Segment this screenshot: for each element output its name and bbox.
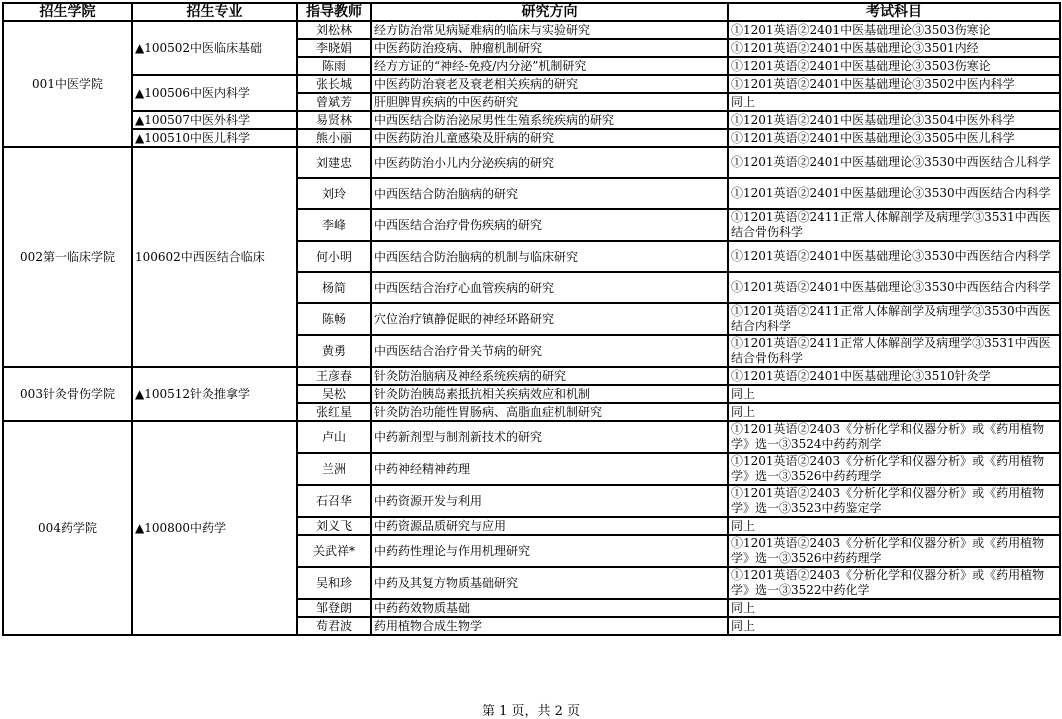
exam-cell: 同上 — [728, 403, 1060, 421]
exam-cell: ①1201英语②2401中医基础理论③3530中西医结合内科学 — [728, 178, 1060, 209]
exam-cell: ①1201英语②2401中医基础理论③3501内经 — [728, 39, 1060, 57]
exam-cell: ①1201英语②2401中医基础理论③3510针灸学 — [728, 367, 1060, 385]
direction-cell: 经方防治常见病疑难病的临床与实验研究 — [371, 21, 728, 39]
teacher-cell: 卢山 — [297, 421, 371, 453]
exam-cell: ①1201英语②2403《分析化学和仪器分析》或《药用植物学》选一③3523中药鉴定学 — [728, 485, 1060, 517]
teacher-cell: 易贤林 — [297, 111, 371, 129]
direction-cell: 中药药性理论与作用机理研究 — [371, 535, 728, 567]
teacher-cell: 熊小丽 — [297, 129, 371, 147]
college-cell: 001中医学院 — [3, 21, 132, 147]
teacher-cell: 李晓娟 — [297, 39, 371, 57]
teacher-cell: 张红星 — [297, 403, 371, 421]
exam-cell: ①1201英语②2401中医基础理论③3503伤寒论 — [728, 57, 1060, 75]
major-cell: ▲100512针灸推拿学 — [132, 367, 297, 421]
exam-cell: 同上 — [728, 93, 1060, 111]
teacher-cell: 吴松 — [297, 385, 371, 403]
teacher-cell: 杨简 — [297, 272, 371, 303]
exam-cell: ①1201英语②2401中医基础理论③3502中医内科学 — [728, 75, 1060, 93]
direction-cell: 中西医结合防治脑病的机制与临床研究 — [371, 241, 728, 272]
table-row — [3, 129, 1060, 147]
direction-cell: 中药药效物质基础 — [371, 599, 728, 617]
table-row — [3, 75, 1060, 93]
table-row — [3, 421, 1060, 453]
exam-cell: 同上 — [728, 599, 1060, 617]
exam-cell: ①1201英语②2403《分析化学和仪器分析》或《药用植物学》选一③3524中药药剂学 — [728, 421, 1060, 453]
direction-cell: 中药资源开发与利用 — [371, 485, 728, 517]
direction-cell: 中西医结合治疗骨伤疾病的研究 — [371, 209, 728, 241]
teacher-cell: 刘建忠 — [297, 147, 371, 178]
page-footer: 第 1 页，共 2 页 — [481, 704, 581, 719]
direction-cell: 药用植物合成生物学 — [371, 617, 728, 635]
major-cell: ▲100507中医外科学 — [132, 111, 297, 129]
teacher-cell: 张长城 — [297, 75, 371, 93]
exam-cell: ①1201英语②2403《分析化学和仪器分析》或《药用植物学》选一③3522中药化学 — [728, 567, 1060, 599]
direction-cell: 针灸防治胰岛素抵抗相关疾病效应和机制 — [371, 385, 728, 403]
exam-cell: ①1201英语②2401中医基础理论③3503伤寒论 — [728, 21, 1060, 39]
table-row — [3, 111, 1060, 129]
direction-cell: 中药资源品质研究与应用 — [371, 517, 728, 535]
direction-cell: 中西医结合防治泌尿男性生殖系统疾病的研究 — [371, 111, 728, 129]
teacher-cell: 刘松林 — [297, 21, 371, 39]
exam-cell: 同上 — [728, 517, 1060, 535]
direction-cell: 肝胆脾胃疾病的中医药研究 — [371, 93, 728, 111]
direction-cell: 针灸防治功能性胃肠病、高脂血症机制研究 — [371, 403, 728, 421]
exam-cell: ①1201英语②2401中医基础理论③3530中西医结合内科学 — [728, 241, 1060, 272]
teacher-cell: 何小明 — [297, 241, 371, 272]
direction-cell: 针灸防治脑病及神经系统疾病的研究 — [371, 367, 728, 385]
teacher-cell: 陈雨 — [297, 57, 371, 75]
exam-cell: ①1201英语②2403《分析化学和仪器分析》或《药用植物学》选一③3526中药药理学 — [728, 453, 1060, 485]
exam-cell: 同上 — [728, 617, 1060, 635]
direction-cell: 中西医结合治疗心血管疾病的研究 — [371, 272, 728, 303]
major-cell: ▲100506中医内科学 — [132, 75, 297, 111]
teacher-cell: 关武祥* — [297, 535, 371, 567]
header-teacher: 指导教师 — [297, 3, 371, 21]
header-college: 招生学院 — [3, 3, 132, 21]
teacher-cell: 邹登朗 — [297, 599, 371, 617]
direction-cell: 中医药防治小儿内分泌疾病的研究 — [371, 147, 728, 178]
major-cell: ▲100510中医儿科学 — [132, 129, 297, 147]
teacher-cell: 苟君波 — [297, 617, 371, 635]
enrollment-table — [2, 2, 1061, 636]
direction-cell: 中药新剂型与制剂新技术的研究 — [371, 421, 728, 453]
college-cell: 002第一临床学院 — [3, 147, 132, 367]
header-direction: 研究方向 — [371, 3, 728, 21]
exam-cell: ①1201英语②2401中医基础理论③3505中医儿科学 — [728, 129, 1060, 147]
table-row — [3, 147, 1060, 178]
major-cell: ▲100502中医临床基础 — [132, 21, 297, 75]
direction-cell: 中医药防治儿童感染及肝病的研究 — [371, 129, 728, 147]
teacher-cell: 曾斌芳 — [297, 93, 371, 111]
direction-cell: 中药神经精神药理 — [371, 453, 728, 485]
teacher-cell: 刘义飞 — [297, 517, 371, 535]
college-cell: 004药学院 — [3, 421, 132, 635]
major-cell: ▲100800中药学 — [132, 421, 297, 635]
direction-cell: 经方方证的“神经-免疫/内分泌”机制研究 — [371, 57, 728, 75]
exam-cell: ①1201英语②2403《分析化学和仪器分析》或《药用植物学》选一③3526中药药理学 — [728, 535, 1060, 567]
exam-cell: 同上 — [728, 385, 1060, 403]
teacher-cell: 刘玲 — [297, 178, 371, 209]
teacher-cell: 兰洲 — [297, 453, 371, 485]
major-cell: 100602中西医结合临床 — [132, 147, 297, 367]
direction-cell: 中西医结合防治脑病的研究 — [371, 178, 728, 209]
exam-cell: ①1201英语②2401中医基础理论③3530中西医结合儿科学 — [728, 147, 1060, 178]
table-header-row — [3, 3, 1060, 21]
direction-cell: 中医药防治疫病、肿瘤机制研究 — [371, 39, 728, 57]
exam-cell: ①1201英语②2411正常人体解剖学及病理学③3530中西医结合内科学 — [728, 303, 1060, 335]
exam-cell: ①1201英语②2401中医基础理论③3530中西医结合内科学 — [728, 272, 1060, 303]
direction-cell: 穴位治疗镇静促眠的神经环路研究 — [371, 303, 728, 335]
header-major: 招生专业 — [132, 3, 297, 21]
teacher-cell: 李峰 — [297, 209, 371, 241]
table-row — [3, 367, 1060, 385]
teacher-cell: 黄勇 — [297, 335, 371, 367]
direction-cell: 中西医结合治疗骨关节病的研究 — [371, 335, 728, 367]
direction-cell: 中药及其复方物质基础研究 — [371, 567, 728, 599]
teacher-cell: 吴和珍 — [297, 567, 371, 599]
exam-cell: ①1201英语②2411正常人体解剖学及病理学③3531中西医结合骨伤科学 — [728, 335, 1060, 367]
header-exam: 考试科目 — [728, 3, 1060, 21]
college-cell: 003针灸骨伤学院 — [3, 367, 132, 421]
teacher-cell: 石召华 — [297, 485, 371, 517]
exam-cell: ①1201英语②2401中医基础理论③3504中医外科学 — [728, 111, 1060, 129]
table-row — [3, 21, 1060, 39]
teacher-cell: 王彦春 — [297, 367, 371, 385]
teacher-cell: 陈畅 — [297, 303, 371, 335]
direction-cell: 中医药防治衰老及衰老相关疾病的研究 — [371, 75, 728, 93]
exam-cell: ①1201英语②2411正常人体解剖学及病理学③3531中西医结合骨伤科学 — [728, 209, 1060, 241]
